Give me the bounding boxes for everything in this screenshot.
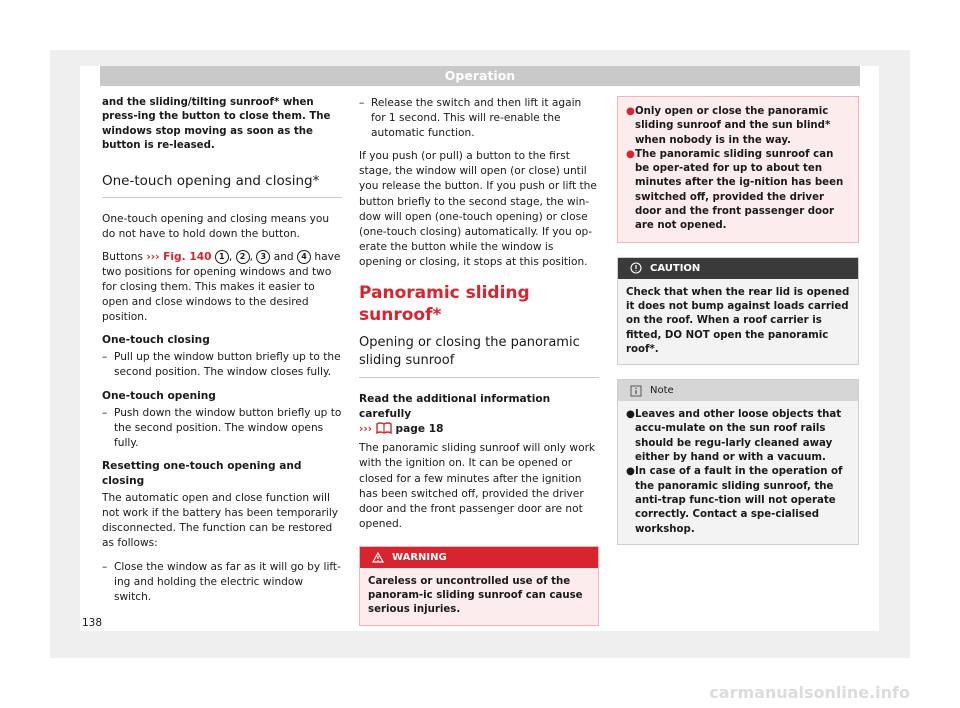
column-right: [617, 96, 859, 557]
continued-item-text: Release the switch and then lift it again for 1 second. This will re-enable the automatic function.: [371, 97, 582, 140]
bullet-glyph: ●: [626, 409, 635, 421]
note-header: [618, 380, 858, 401]
dash-glyph: –: [102, 406, 108, 419]
warning-text: Careless or uncontrolled use of the panoram-ic sliding sunroof can cause serious injuries.: [368, 575, 583, 616]
note-box: [617, 379, 859, 545]
warning-bullets: [618, 103, 858, 236]
button-badge-1: 1: [215, 250, 229, 264]
page-ref-arrow[interactable]: ›››: [359, 423, 373, 436]
note-bullet-item: [626, 408, 850, 465]
one-touch-para: One-touch opening and closing means you do not have to hold down the button.: [102, 212, 330, 240]
read-more-text: Read the additional information carefully: [359, 393, 551, 421]
page-header: Operation: [100, 66, 860, 86]
opening-item-text: Push down the window button briefly up to the second position. The window opens fully.: [114, 406, 342, 449]
warning-triangle-icon: [372, 552, 384, 563]
warning-bullet-text: The panoramic sliding sunroof can be oper-ated for up to about ten minutes after the ig-nition has been switched off, provided the driver door and the front passenger door are not opened.: [635, 148, 844, 232]
info-icon: [630, 385, 642, 397]
reset-title: Resetting one-touch opening and closing: [102, 459, 302, 488]
dash-glyph: –: [359, 97, 365, 109]
note-label: Note: [650, 385, 674, 397]
buttons-prefix: Buttons: [102, 250, 144, 263]
caution-header: [618, 258, 858, 279]
caution-box: [617, 257, 859, 365]
warning-box: [359, 546, 599, 626]
figure-link[interactable]: ››› Fig. 140: [146, 250, 212, 263]
button-badge-4: 4: [297, 250, 311, 264]
warning-header: [360, 547, 598, 568]
reset-para: The automatic open and close function will not work if the battery has been temporarily disconnected. The function can be restored as follows:: [102, 492, 339, 550]
warning-bullet-text: Only open or close the panoramic sliding sunroof and the sun blind* when nobody is in the way.: [635, 106, 831, 146]
section-title-panoramic: Panoramic sliding sunroof*: [359, 283, 530, 326]
warning-bullet-item: [626, 105, 850, 148]
separator-1: ,: [228, 250, 233, 263]
section-heading-one-touch: One-touch opening and closing*: [102, 172, 342, 198]
opening-item: [102, 406, 342, 451]
buttons-para: [102, 250, 342, 325]
watermark: carmanualsonline.info: [709, 683, 910, 702]
caution-icon: [630, 262, 642, 274]
closing-title: One-touch closing: [102, 334, 210, 347]
closing-item: [102, 350, 342, 380]
dash-glyph: –: [102, 351, 108, 364]
opening-title: One-touch opening: [102, 389, 216, 402]
dash-glyph: –: [102, 560, 108, 573]
note-bullet-item: [626, 465, 850, 536]
warning-label: WARNING: [392, 551, 447, 563]
page-ref[interactable]: page 18: [395, 423, 444, 436]
read-more: [359, 392, 599, 439]
intro-text: and the sliding/tilting sunroof* when press-ing the button to close them. The windows stop moving as soon as the button is re-leased.: [102, 97, 331, 152]
closing-item-text: Pull up the window button briefly up to the second position. The window closes fully.: [114, 351, 341, 379]
continued-item: [359, 96, 599, 141]
panoramic-para: The panoramic sliding sunroof will only work with the ignition on. It can be opened or closed for a few minutes after the ignition has been switched off, provided the driver door and the front passenger door are not opened.: [359, 442, 596, 530]
and-word: and: [273, 250, 294, 263]
subheading-panoramic: Opening or closing the panoramic sliding sunroof: [359, 334, 599, 378]
separator-2: ,: [249, 250, 253, 263]
bullet-glyph: ●: [626, 466, 635, 478]
warning-box-continued: [617, 96, 859, 243]
note-bullet-text: Leaves and other loose objects that accu-mulate on the sun roof rails should be regu-larly cleaned away either by hand or with a vacuum.: [635, 409, 842, 464]
note-bullet-text: In case of a fault in the operation of the panoramic sliding sunroof, the anti-trap func-tion will not operate correctly. Contact a spe-cialised workshop.: [635, 466, 843, 535]
bullet-glyph: ●: [626, 148, 635, 160]
reset-item-text: Close the window as far as it will go by lift-ing and holding the electric window switch.: [114, 560, 341, 603]
warning-bullet-item: [626, 148, 850, 234]
bullet-glyph: ●: [626, 106, 635, 117]
column-left: [102, 96, 342, 613]
stage-para: If you push (or pull) a button to the first stage, the window will open (or close) until you release the button. If you push or lift the button briefly to the second stage, the win-dow will open (one-touch opening) or close (one-touch closing) automatically. If you op-erate the button while the window is opening or closing, it stops at this position.: [359, 150, 597, 268]
book-icon: [376, 422, 392, 439]
reset-item: [102, 560, 342, 605]
page-number: 138: [82, 617, 103, 629]
buttons-suffix: have two positions for opening windows and two for closing them. This makes it easier to open and close windows to the desired position.: [102, 250, 341, 324]
caution-label: CAUTION: [650, 262, 701, 274]
note-bullets: [618, 401, 858, 544]
caution-text: Check that when the rear lid is opened it does not bump against loads carried on the roof. When a roof carrier is fitted, DO NOT open the panoramic roof*.: [626, 286, 850, 355]
column-middle: [359, 96, 599, 638]
button-badge-3: 3: [256, 250, 270, 264]
button-badge-2: 2: [236, 250, 250, 264]
